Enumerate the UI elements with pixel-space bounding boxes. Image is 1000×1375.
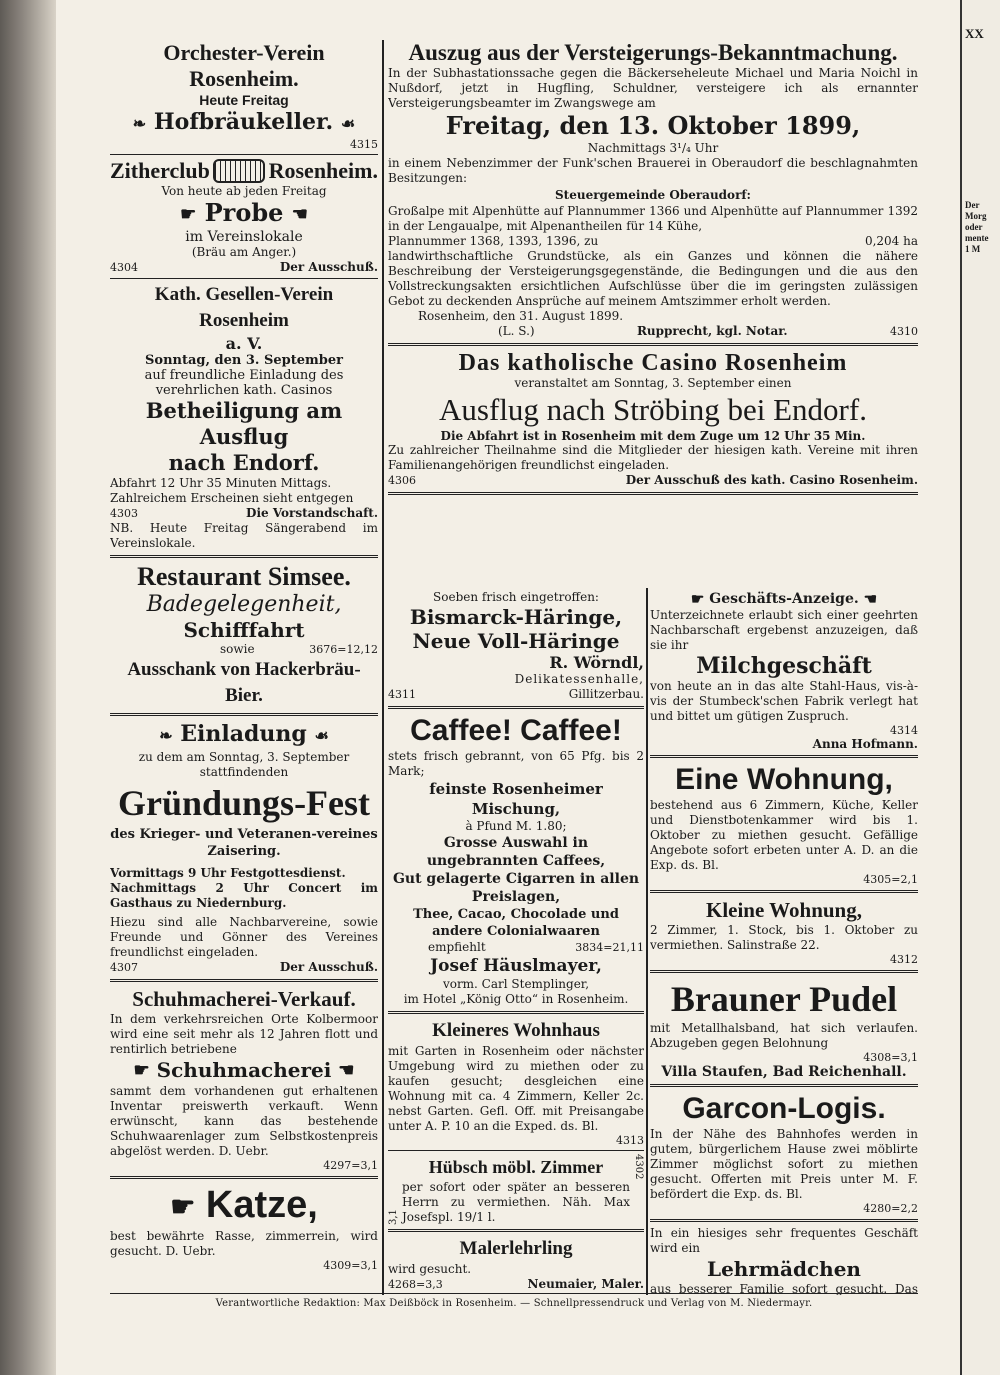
auszug-footer — [388, 324, 918, 339]
auszug-sig: Rupprecht, kgl. Notar. — [636, 324, 788, 338]
maler-title: Malerlehrling — [459, 1238, 573, 1259]
pointing-hand-right-icon: ☛ — [180, 203, 197, 225]
auszug-sub: Steuergemeinde Oberaudorf: — [555, 188, 751, 202]
caffee-big1: feinste Rosenheimer Mischung, — [429, 780, 603, 818]
divider — [650, 890, 918, 893]
gesellen-text1: auf freundliche Einladung des verehrlichen kath. Casinos — [144, 367, 344, 398]
ad-zimmer — [388, 1154, 644, 1225]
caffee-text1: stets frisch gebrannt, von 65 Pfg. bis 2 Mark; — [388, 749, 644, 778]
gutter-line — [965, 200, 989, 255]
divider — [650, 755, 918, 758]
ad-gesellen — [110, 282, 378, 551]
geschaeft-text1: Unterzeichnete erlaubt sich einer geehrten Nachbarschaft ergebenst anzuzeigen, daß sie ihr — [650, 608, 918, 652]
haering-addr: Gillitzerbau. — [568, 687, 644, 701]
ad-simsee — [110, 562, 378, 709]
logis-title: Garcon-Logis. — [682, 1092, 886, 1125]
geschaeft-big: Milchgeschäft — [696, 653, 872, 679]
caffee-line1: à Pfund M. 1.80; — [465, 819, 567, 833]
haering-num: 4311 — [388, 688, 416, 701]
gutter-line-2: Morg — [965, 211, 987, 221]
divider — [650, 970, 918, 973]
orchester-place: Hofbräukeller. — [153, 109, 334, 135]
ad-caffee — [388, 713, 644, 1007]
schuh-text2: sammt dem vorhandenen gut erhaltenen Inventar preiswerth verkauft. Wenn erwünscht, kann das bestehende Schuhwaarenlager zum Selbstkostenpreis abgelöst werden. D. Uebr. — [110, 1084, 378, 1158]
ad-casino — [388, 350, 918, 488]
kleinwohnung-title: Kleine Wohnung, — [705, 898, 862, 922]
book-binding — [0, 0, 56, 1375]
caffee-title: Caffee! Caffee! — [410, 714, 622, 747]
ad-katze — [110, 1183, 378, 1272]
einladung-line4: Nachmittags 2 Uhr Concert im Gasthaus zu Niedernburg. — [110, 880, 378, 910]
gutter-corner: XX — [965, 26, 984, 41]
auszug-text1: In der Subhastationssache gegen die Bäckerseheleute Michael und Maria Noichl in Nußdorf, jetzt in Hugfling, Schuldner, versteigere ich als ernannter Versteigerungsbeamter im Zwangswege am — [388, 66, 918, 110]
logis-num: 4280=2,2 — [863, 1202, 918, 1215]
zither-line3: (Bräu am Anger.) — [191, 244, 297, 259]
einladung-title: Einladung — [180, 720, 307, 747]
pointing-hand-right-icon: ☛ — [170, 1190, 196, 1222]
orchester-title: Orchester-Verein Rosenheim. — [163, 40, 325, 91]
column-1 — [110, 40, 378, 1295]
wohnhaus-title: Kleineres Wohnhaus — [432, 1020, 600, 1041]
geschaeft-title-line — [650, 590, 918, 608]
zimmer-side1: 3,1 — [388, 1209, 399, 1225]
gesellen-footer — [110, 506, 378, 521]
auszug-title: Auszug aus der Versteigerungs-Bekanntmachung. — [408, 40, 898, 65]
auszug-place: Rosenheim, den 31. August 1899. — [418, 309, 624, 323]
zither-probe-line — [110, 199, 378, 229]
divider — [388, 1229, 644, 1232]
haering-big1: Bismarck-Häringe, — [409, 605, 623, 629]
katze-title: Katze, — [205, 1184, 318, 1226]
zither-line2: im Vereinslokale — [185, 228, 303, 245]
casino-sig: Der Ausschuß des kath. Casino Rosenheim. — [625, 473, 918, 487]
casino-line3: Zu zahlreicher Theilnahme sind die Mitglieder der hiesigen kath. Vereine mit ihren Familienangehörigen freundlichst eingeladen. — [388, 443, 918, 472]
divider — [110, 154, 378, 155]
gesellen-nb: NB. Heute Freitag Sängerabend im Vereinslokale. — [110, 520, 378, 550]
caffee-big4: Thee, Cacao, Chocolade und andere Colonialwaaren — [413, 907, 619, 939]
divider — [110, 555, 378, 558]
zither-title-right: Rosenheim. — [268, 158, 378, 183]
divider — [388, 1150, 644, 1151]
caffee-big2: Grosse Auswahl in ungebrannten Caffees, — [426, 835, 606, 869]
gesellen-sig: Die Vorstandschaft. — [246, 505, 378, 520]
auszug-ls: (L. S.) — [498, 324, 535, 338]
wohnung-num: 4305=2,1 — [863, 873, 918, 886]
gesellen-big2: nach Endorf. — [168, 449, 320, 475]
katze-num: 4309=3,1 — [323, 1258, 378, 1272]
pointing-hand-left-icon: ☚ — [291, 203, 308, 225]
divider — [388, 706, 644, 709]
simsee-line4: Ausschank von Hackerbräu-Bier. — [127, 658, 361, 706]
pointing-hand-right-icon: ☛ — [133, 1060, 150, 1081]
pudel-num: 4308=3,1 — [863, 1051, 918, 1064]
auszug-text2: in einem Nebenzimmer der Funk'schen Brauerei in Oberaudorf die beschlagnahmten Besitzungen: — [388, 156, 918, 185]
katze-title-line — [110, 1183, 378, 1229]
maler-footer — [388, 1277, 644, 1292]
divider — [650, 1219, 918, 1222]
auszug-plan-row — [388, 234, 918, 249]
gesellen-av: a. V. — [225, 333, 263, 353]
ad-auszug — [388, 40, 918, 339]
haering-big2: Neue Voll-Häringe — [412, 629, 620, 653]
katze-text: best bewährte Rasse, zimmerrein, wird gesucht. D. Uebr. — [110, 1228, 378, 1258]
orchester-place-line — [110, 108, 378, 138]
haering-footer — [388, 687, 644, 702]
ad-wohnhaus — [388, 1018, 644, 1147]
haering-shop: Delikatessenhalle, — [514, 672, 644, 686]
simsee-line3: sowie — [220, 641, 255, 656]
auszug-time: Nachmittags 3¹/₄ Uhr — [587, 141, 719, 155]
ad-lehr — [650, 1226, 918, 1295]
pointing-hand-right-icon: ☛ — [690, 590, 705, 608]
column-4 — [650, 590, 918, 1295]
ad-schuh — [110, 986, 378, 1173]
pointing-hand-left-icon: ☚ — [863, 590, 878, 608]
geschaeft-sig: Anna Hofmann. — [812, 737, 918, 751]
lehr-text1: In ein hiesiges sehr frequentes Geschäft wird ein — [650, 1226, 918, 1255]
einladung-num: 4307 — [110, 960, 138, 974]
casino-line2: Die Abfahrt ist in Rosenheim mit dem Zuge um 12 Uhr 35 Min. — [440, 429, 866, 443]
logis-text: In der Nähe des Bahnhofes werden in gutem, bürgerlichem Hause zwei möblirte Zimmer möglichst sofort zu miethen gesucht. Offerten mit Preis unter M. F. befördert die Exp. ds. Bl. — [650, 1127, 918, 1201]
auszug-text3: Großalpe mit Alpenhütte auf Plannummer 1366 und Alpenhütte auf Plannummer 1392 in der Lengaualpe, mit Alpenantheilen für 14 Kühe, — [388, 204, 918, 233]
schuh-big: Schuhmacherei — [156, 1057, 332, 1082]
maler-sig: Neumaier, Maler. — [527, 1277, 644, 1291]
einladung-footer — [110, 960, 378, 975]
geschaeft-text2: von heute an in das alte Stahl-Haus, vis-à-vis der Stumbeck'schen Fabrik verlegt hat und bittet um gütigen Zuspruch. — [650, 679, 918, 723]
zimmer-body — [399, 1154, 633, 1225]
kleinwohnung-num: 4312 — [890, 953, 918, 966]
schuh-big-line — [110, 1057, 378, 1085]
auszug-num: 4310 — [889, 325, 918, 338]
divider — [388, 492, 918, 495]
caffee-rec: empfiehlt — [428, 940, 486, 954]
divider — [110, 713, 378, 716]
column-2-top — [388, 40, 918, 588]
pointing-hand-left-icon: ☚ — [338, 1060, 355, 1081]
next-page-fragment — [960, 0, 1000, 1375]
column-rule-right — [646, 588, 648, 1295]
gesellen-invite: Zahlreichem Erscheinen sieht entgegen — [110, 490, 354, 505]
orchester-num: 4315 — [350, 138, 378, 151]
ad-logis — [650, 1091, 918, 1215]
ad-haering — [388, 590, 644, 702]
zither-line1: Von heute ab jeden Freitag — [161, 184, 327, 198]
ad-kleinwohnung — [650, 897, 918, 966]
orchester-sub: Heute Freitag — [199, 92, 289, 108]
gesellen-depart: Abfahrt 12 Uhr 35 Minuten Mittags. — [110, 475, 332, 490]
ad-pudel — [650, 977, 918, 1080]
ad-geschaeft — [650, 590, 918, 751]
ad-maler — [388, 1236, 644, 1292]
ad-wohnung — [650, 762, 918, 886]
schuh-num: 4297=3,1 — [323, 1159, 378, 1172]
caffee-name: Josef Häuslmayer, — [430, 956, 602, 976]
imprint-footer: Verantwortliche Redaktion: Max Deißböck in Rosenheim. — Schnellpressendruck und Verlag von M. Niedermayr. — [215, 1298, 813, 1309]
auszug-text4: landwirthschaftliche Grundstücke, als ein Ganzes und können die nähere Beschreibung der Versteigerungsgegenstände, die Bedingungen und die aus den Vollstreckungsakten ersichtlichen Aufschlüsse über die im geringsten zulässigen Gebot zu deckenden Ansprüche auf meinem Amtszimmer erholt werden. — [388, 249, 918, 308]
auszug-ha: 0,204 ha — [864, 234, 918, 248]
einladung-title-line — [110, 720, 378, 750]
schuh-text1: In dem verkehrsreichen Orte Kolbermoor wird eine seit mehr als 12 Jahren flott und rentirlich betriebene — [110, 1011, 378, 1056]
ornament-right-icon: ☙ — [340, 114, 356, 133]
lehr-text2: aus besserer Familie sofort gesucht. Das — [650, 1282, 918, 1295]
casino-line1: veranstaltet am Sonntag, 3. September einen — [514, 376, 792, 390]
ornament-right-icon: ☙ — [314, 725, 329, 745]
gesellen-title: Kath. Gesellen-Verein Rosenheim — [154, 283, 334, 331]
simsee-line2: Schifffahrt — [183, 617, 305, 642]
zither-num: 4304 — [110, 260, 138, 274]
einladung-line1: zu dem am Sonntag, 3. September stattfindenden — [138, 749, 350, 779]
auszug-date: Freitag, den 13. Oktober 1899, — [445, 111, 861, 140]
ad-einladung — [110, 720, 378, 975]
casino-big: Ausflug nach Ströbing bei Endorf. — [439, 392, 867, 427]
zither-icon — [213, 159, 265, 183]
haering-line1: Soeben frisch eingetroffen: — [433, 590, 599, 604]
gutter-line-4: mente — [965, 233, 989, 243]
zimmer-text: per sofort oder später an besseren Herrn zu vermiethen. Näh. Max Josefspl. 19/1 l. — [402, 1180, 630, 1224]
divider — [110, 1176, 378, 1179]
simsee-line1: Badegelegenheit, — [146, 591, 342, 617]
casino-footer — [388, 473, 918, 488]
zither-footer — [110, 260, 378, 275]
zimmer-title: Hübsch möbl. Zimmer — [428, 1157, 604, 1177]
geschaeft-num: 4314 — [890, 724, 918, 737]
gutter-line-3: oder — [965, 222, 983, 232]
wohnung-text: bestehend aus 6 Zimmern, Küche, Keller und Dienstbotenkammer wird bis 1. Oktober zu miethen gesucht. Gefällige Angebote sofort erbeten unter A. D. an die Exp. ds. Bl. — [650, 798, 918, 872]
haering-name: R. Wörndl, — [549, 653, 644, 672]
zimmer-side2: 4302 — [633, 1154, 644, 1180]
geschaeft-title: Geschäfts-Anzeige. — [709, 591, 859, 607]
gesellen-big1: Betheiligung am Ausflug — [145, 397, 343, 449]
ad-orchester — [110, 40, 378, 151]
einladung-big: Gründungs-Fest — [117, 782, 371, 823]
ad-zither — [110, 158, 378, 275]
zither-title-left: Zitherclub — [110, 158, 210, 183]
divider — [110, 979, 378, 982]
caffee-big3: Gut gelagerte Cigarren in allen Preislagen, — [392, 871, 640, 905]
caffee-num: 3834=21,11 — [575, 941, 644, 954]
caffee-addr: im Hotel „König Otto“ in Rosenheim. — [403, 992, 629, 1006]
column-3 — [388, 590, 644, 1295]
pudel-text: mit Metallhalsband, hat sich verlaufen. Abzugeben gegen Belohnung — [650, 1021, 918, 1050]
ornament-left-icon: ❧ — [132, 114, 147, 133]
gutter-line-5: 1 M — [965, 244, 981, 254]
wohnhaus-text: mit Garten in Rosenheim oder nächster Umgebung wird zu miethen oder zu kaufen gesucht; desgleichen eine Wohnung mit ca. 4 Zimmern, Keller 2c. nebst Garten. Gefl. Off. mit Preisangabe unter A. P. 10 an die Exped. ds. Bl. — [388, 1044, 644, 1133]
simsee-row — [110, 642, 378, 657]
footer-rule — [110, 1293, 918, 1294]
ornament-left-icon: ❧ — [159, 725, 173, 745]
einladung-line3: Vormittags 9 Uhr Festgottesdienst. — [110, 865, 346, 880]
zither-title — [110, 158, 378, 184]
wohnhaus-num: 4313 — [616, 1134, 644, 1147]
einladung-line2: des Krieger- und Veteranen-vereines Zaisering. — [110, 826, 378, 859]
divider — [110, 278, 378, 279]
gesellen-num: 4303 — [110, 506, 138, 520]
column-rule-left — [382, 40, 384, 1295]
zither-probe: Probe — [204, 198, 284, 227]
einladung-line5: Hiezu sind alle Nachbarvereine, sowie Freunde und Gönner des Vereines freundlichst eingeladen. — [110, 914, 378, 959]
casino-title: Das katholische Casino Rosenheim — [458, 350, 848, 376]
maler-num: 4268=3,3 — [388, 1278, 443, 1291]
lehr-big: Lehrmädchen — [707, 1257, 861, 1281]
auszug-plan: Plannummer 1368, 1393, 1396, zu — [388, 234, 599, 248]
kleinwohnung-text: 2 Zimmer, 1. Stock, bis 1. Oktober zu vermiethen. Salinstraße 22. — [650, 923, 918, 952]
caffee-rec-row — [388, 940, 644, 955]
wohnung-title: Eine Wohnung, — [675, 763, 893, 796]
gutter-line-1: Der — [965, 200, 980, 210]
caffee-prev: vorm. Carl Stemplinger, — [442, 977, 590, 991]
divider — [388, 1011, 644, 1014]
casino-num: 4306 — [388, 474, 416, 487]
schuh-title: Schuhmacherei-Verkauf. — [132, 986, 356, 1011]
gesellen-date: Sonntag, den 3. September — [145, 352, 343, 368]
simsee-num: 3676=12,12 — [309, 642, 378, 656]
maler-text: wird gesucht. — [388, 1262, 472, 1276]
pudel-title: Brauner Pudel — [670, 979, 898, 1019]
pudel-addr: Villa Staufen, Bad Reichenhall. — [661, 1064, 907, 1080]
divider — [388, 343, 918, 346]
divider — [650, 1084, 918, 1087]
simsee-title: Restaurant Simsee. — [137, 561, 351, 591]
zither-sig: Der Ausschuß. — [279, 259, 378, 274]
einladung-sig: Der Ausschuß. — [279, 959, 378, 974]
